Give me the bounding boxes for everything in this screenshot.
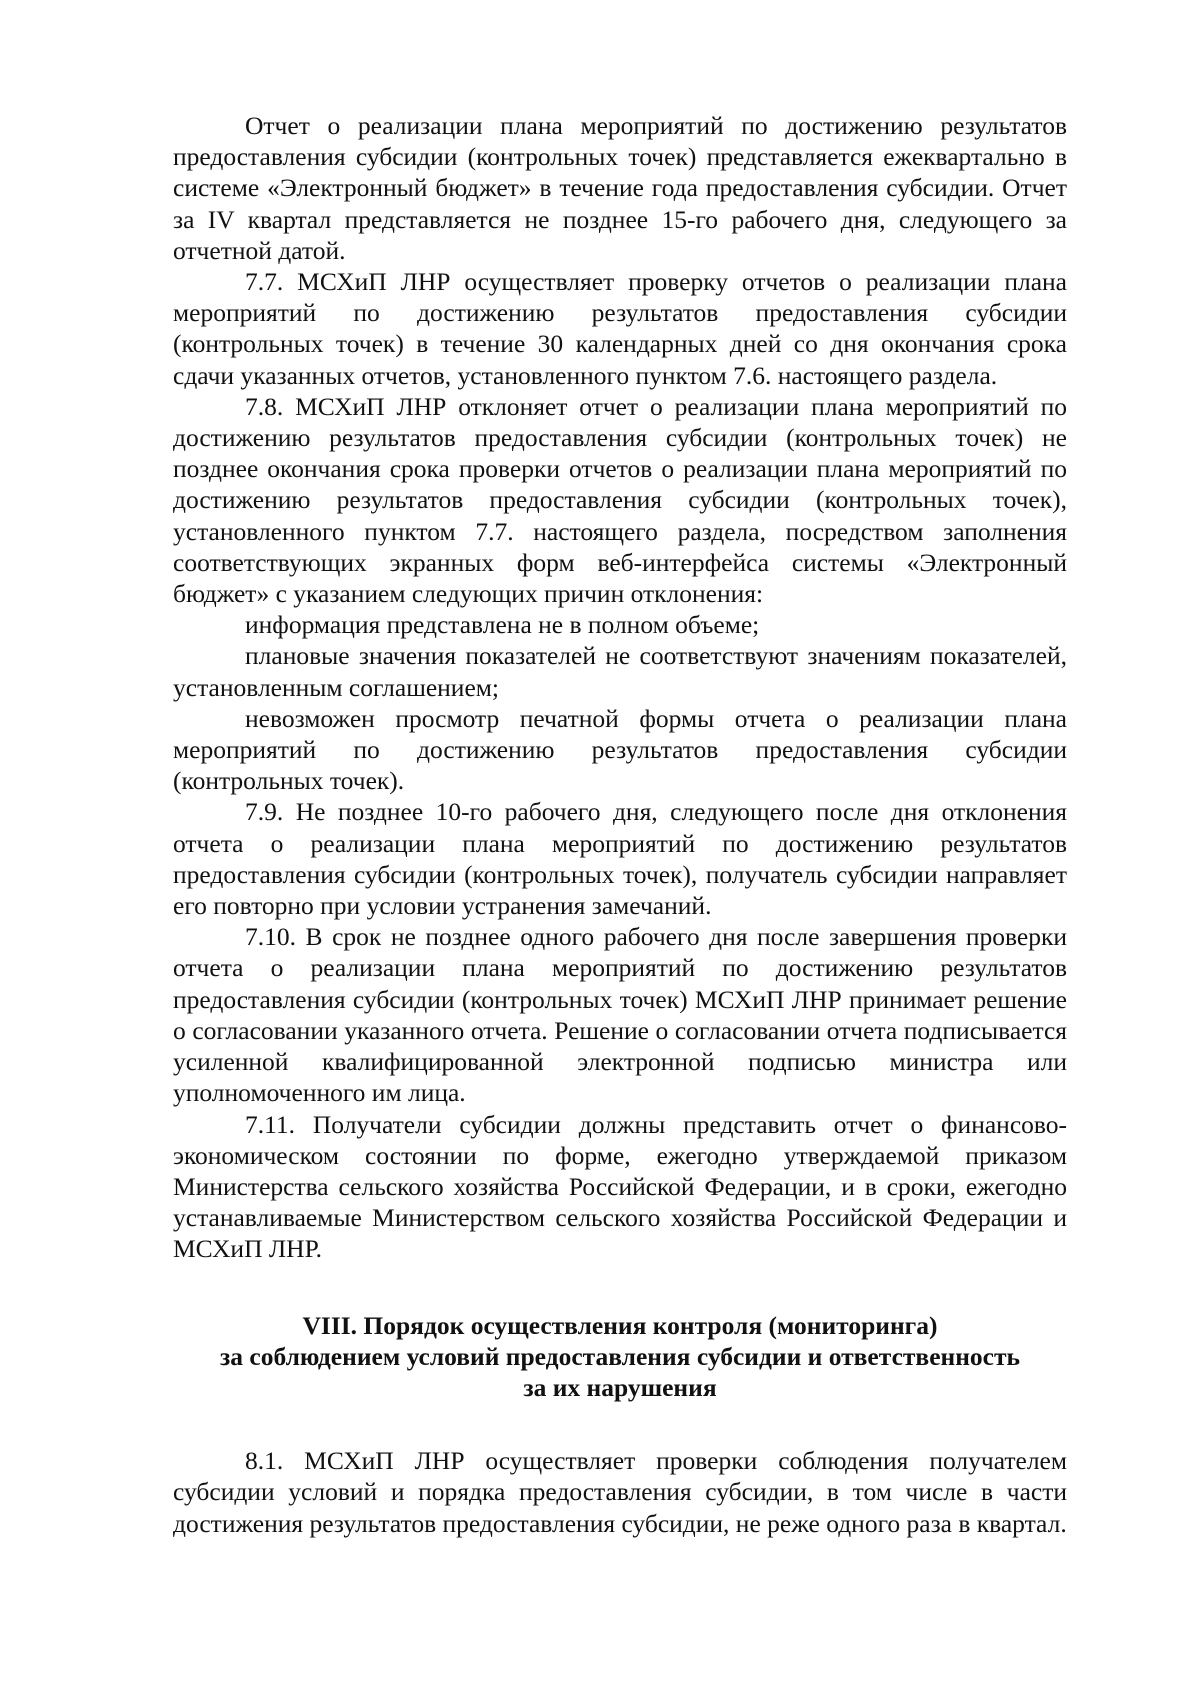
rejection-reason-1: информация представлена не в полном объеме; — [245, 610, 760, 640]
section-heading-line: за их нарушения — [523, 1372, 717, 1402]
paragraph-7-10: 7.10. В срок не позднее одного рабочего дня после завершения проверки отчета о реализации плана мероприятий по достижению результатов предоставления субсидии (контрольных точек) МСХиП ЛНР принимает решение о согласовании указанного отчета. Решение о согласовании отчета подписывается усиленной квалифицированной электронной подписью министра или уполномоченного им лица. — [173, 922, 1067, 1108]
section-heading-line: VIII. Порядок осуществления контроля (мониторинга) — [302, 1310, 938, 1340]
section-heading-line: за соблюдением условий предоставления субсидии и ответственность — [220, 1341, 1020, 1371]
paragraph-7-7: 7.7. МСХиП ЛНР осуществляет проверку отчетов о реализации плана мероприятий по достижению результатов предоставления субсидии (контрольных точек) в течение 30 календарных дней со дня окончания срока сдачи указанных отчетов, установленного пунктом 7.6. настоящего раздела. — [173, 267, 1067, 390]
section-heading-viii — [173, 1310, 1067, 1404]
paragraph-8-1: 8.1. МСХиП ЛНР осуществляет проверки соблюдения получателем субсидии условий и порядка предоставления субсидии, в том числе в части достижения результатов предоставления субсидии, не реже одного раза в квартал. — [173, 1446, 1067, 1538]
paragraph-7-8: 7.8. МСХиП ЛНР отклоняет отчет о реализации плана мероприятий по достижению результатов предоставления субсидии (контрольных точек) не позднее окончания срока проверки отчетов о реализации плана мероприятий по достижению результатов предоставления субсидии (контрольных точек), установленного пунктом 7.7. настоящего раздела, посредством заполнения соответствующих экранных форм веб-интерфейса системы «Электронный бюджет» с указанием следующих причин отклонения: — [173, 391, 1067, 609]
rejection-reason-3: невозможен просмотр печатной формы отчета о реализации плана мероприятий по достижению результатов предоставления субсидии (контрольных точек). — [173, 703, 1067, 796]
rejection-reason-2: плановые значения показателей не соответствуют значениям показателей, установленным соглашением; — [173, 641, 1067, 702]
paragraph-report-submission: Отчет о реализации плана мероприятий по достижению результатов предоставления субсидии (контрольных точек) представляется ежеквартально в системе «Электронный бюджет» в течение года предоставления субсидии. Отчет за IV квартал представляется не позднее 15-го рабочего дня, следующего за отчетной датой. — [173, 111, 1067, 265]
paragraph-7-9: 7.9. Не позднее 10-го рабочего дня, следующего после дня отклонения отчета о реализации плана мероприятий по достижению результатов предоставления субсидии (контрольных точек), получатель субсидии направляет его повторно при условии устранения замечаний. — [173, 797, 1067, 921]
document-page — [173, 110, 1067, 1539]
paragraph-7-11: 7.11. Получатели субсидии должны представить отчет о финансово-экономическом состоянии по форме, ежегодно утверждаемой приказом Министерства сельского хозяйства Российской Федерации, и в сроки, ежегодно устанавливаемые Министерством сельского хозяйства Российской Федерации и МСХиП ЛНР. — [173, 1109, 1067, 1264]
